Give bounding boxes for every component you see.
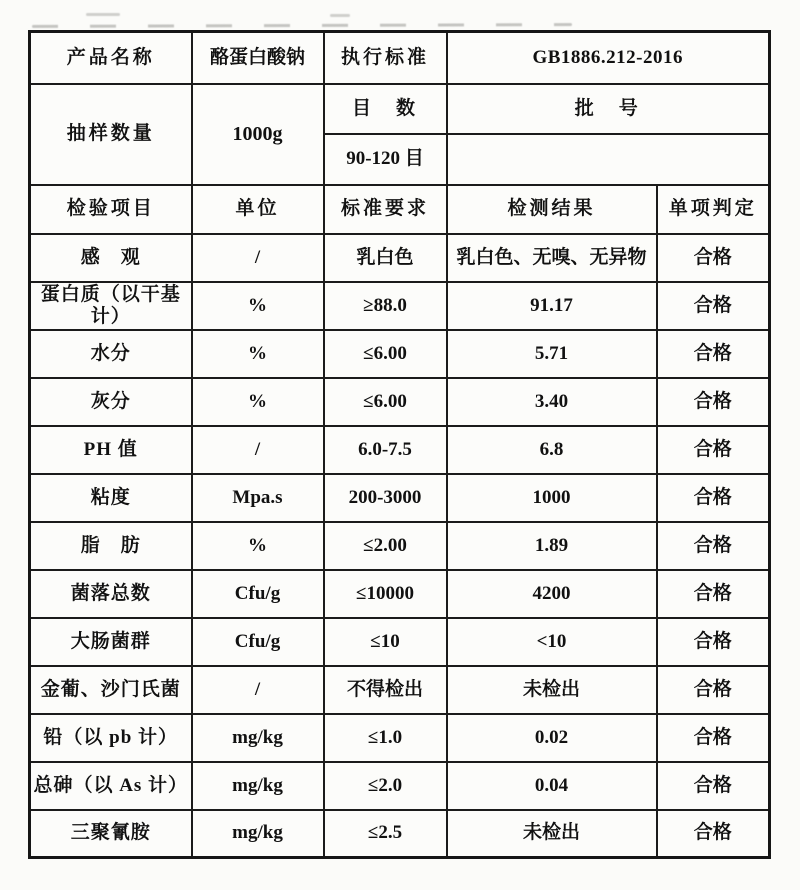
inspection-report-table (28, 30, 771, 859)
cell-inspection-item: 灰分 (30, 378, 192, 426)
cell-unit: % (192, 522, 324, 570)
cell-standard-requirement: ≤2.0 (324, 762, 447, 810)
column-header-judgment: 单项判定 (657, 185, 770, 234)
result-row (30, 810, 770, 858)
cell-unit: % (192, 378, 324, 426)
cell-judgment: 合格 (657, 474, 770, 522)
cell-standard-requirement: 不得检出 (324, 666, 447, 714)
cell-unit: Mpa.s (192, 474, 324, 522)
product-name-value: 酪蛋白酸钠 (192, 32, 324, 84)
cell-test-result: 6.8 (447, 426, 657, 474)
cell-inspection-item: 三聚氰胺 (30, 810, 192, 858)
cell-unit: / (192, 666, 324, 714)
result-row (30, 714, 770, 762)
cell-judgment: 合格 (657, 378, 770, 426)
batch-value (447, 134, 770, 185)
result-row (30, 378, 770, 426)
cell-unit: mg/kg (192, 810, 324, 858)
product-row (30, 32, 770, 84)
scan-noise-speck (86, 13, 120, 16)
cell-standard-requirement: ≤2.00 (324, 522, 447, 570)
cell-standard-requirement: ≤10000 (324, 570, 447, 618)
sample-quantity-label: 抽样数量 (30, 84, 192, 185)
cell-test-result: 4200 (447, 570, 657, 618)
cell-test-result: 乳白色、无嗅、无异物 (447, 234, 657, 282)
cell-judgment: 合格 (657, 426, 770, 474)
cell-standard-requirement: 200-3000 (324, 474, 447, 522)
batch-label: 批 号 (447, 84, 770, 134)
cell-test-result: 0.02 (447, 714, 657, 762)
cell-unit: Cfu/g (192, 618, 324, 666)
cell-inspection-item: 水分 (30, 330, 192, 378)
cell-unit: mg/kg (192, 714, 324, 762)
cell-inspection-item: 感 观 (30, 234, 192, 282)
cell-inspection-item: 蛋白质（以干基计） (30, 282, 192, 330)
standard-value: GB1886.212-2016 (447, 32, 770, 84)
column-header-item: 检验项目 (30, 185, 192, 234)
cell-judgment: 合格 (657, 330, 770, 378)
cell-test-result: 3.40 (447, 378, 657, 426)
cell-judgment: 合格 (657, 762, 770, 810)
cell-test-result: 未检出 (447, 666, 657, 714)
cell-inspection-item: 铅（以 pb 计） (30, 714, 192, 762)
cell-standard-requirement: ≥88.0 (324, 282, 447, 330)
result-row (30, 426, 770, 474)
result-row (30, 234, 770, 282)
cell-inspection-item: 总砷（以 As 计） (30, 762, 192, 810)
cell-unit: % (192, 282, 324, 330)
cell-judgment: 合格 (657, 618, 770, 666)
sample-quantity-value: 1000g (192, 84, 324, 185)
results-body (30, 234, 770, 858)
cell-standard-requirement: ≤2.5 (324, 810, 447, 858)
result-row (30, 666, 770, 714)
cell-standard-requirement: ≤6.00 (324, 330, 447, 378)
column-header-result: 检测结果 (447, 185, 657, 234)
cell-unit: % (192, 330, 324, 378)
cell-test-result: <10 (447, 618, 657, 666)
cell-inspection-item: 菌落总数 (30, 570, 192, 618)
cell-standard-requirement: 6.0-7.5 (324, 426, 447, 474)
cell-unit: / (192, 234, 324, 282)
result-row (30, 474, 770, 522)
cell-inspection-item: 粘度 (30, 474, 192, 522)
cell-judgment: 合格 (657, 282, 770, 330)
cell-test-result: 91.17 (447, 282, 657, 330)
cell-judgment: 合格 (657, 234, 770, 282)
scan-noise-speck (330, 14, 350, 17)
sample-row (30, 84, 770, 134)
result-row (30, 330, 770, 378)
mesh-value: 90-120 目 (324, 134, 447, 185)
result-row (30, 570, 770, 618)
cell-inspection-item: 脂 肪 (30, 522, 192, 570)
cell-standard-requirement: ≤10 (324, 618, 447, 666)
cell-judgment: 合格 (657, 570, 770, 618)
cell-test-result: 0.04 (447, 762, 657, 810)
column-header-requirement: 标准要求 (324, 185, 447, 234)
cell-test-result: 1.89 (447, 522, 657, 570)
result-row (30, 522, 770, 570)
cell-inspection-item: 大肠菌群 (30, 618, 192, 666)
column-header-unit: 单位 (192, 185, 324, 234)
cell-unit: mg/kg (192, 762, 324, 810)
cell-judgment: 合格 (657, 714, 770, 762)
mesh-label: 目 数 (324, 84, 447, 134)
cell-standard-requirement: ≤1.0 (324, 714, 447, 762)
cell-judgment: 合格 (657, 666, 770, 714)
cell-standard-requirement: 乳白色 (324, 234, 447, 282)
cell-inspection-item: PH 值 (30, 426, 192, 474)
cell-unit: / (192, 426, 324, 474)
cell-test-result: 5.71 (447, 330, 657, 378)
result-row (30, 762, 770, 810)
result-row (30, 282, 770, 330)
cell-judgment: 合格 (657, 810, 770, 858)
cell-judgment: 合格 (657, 522, 770, 570)
cell-test-result: 1000 (447, 474, 657, 522)
result-row (30, 618, 770, 666)
cell-test-result: 未检出 (447, 810, 657, 858)
product-name-label: 产品名称 (30, 32, 192, 84)
cell-inspection-item: 金葡、沙门氏菌 (30, 666, 192, 714)
results-header-row (30, 185, 770, 234)
cell-standard-requirement: ≤6.00 (324, 378, 447, 426)
scan-noise-streak (32, 23, 572, 28)
cell-unit: Cfu/g (192, 570, 324, 618)
standard-label: 执行标准 (324, 32, 447, 84)
